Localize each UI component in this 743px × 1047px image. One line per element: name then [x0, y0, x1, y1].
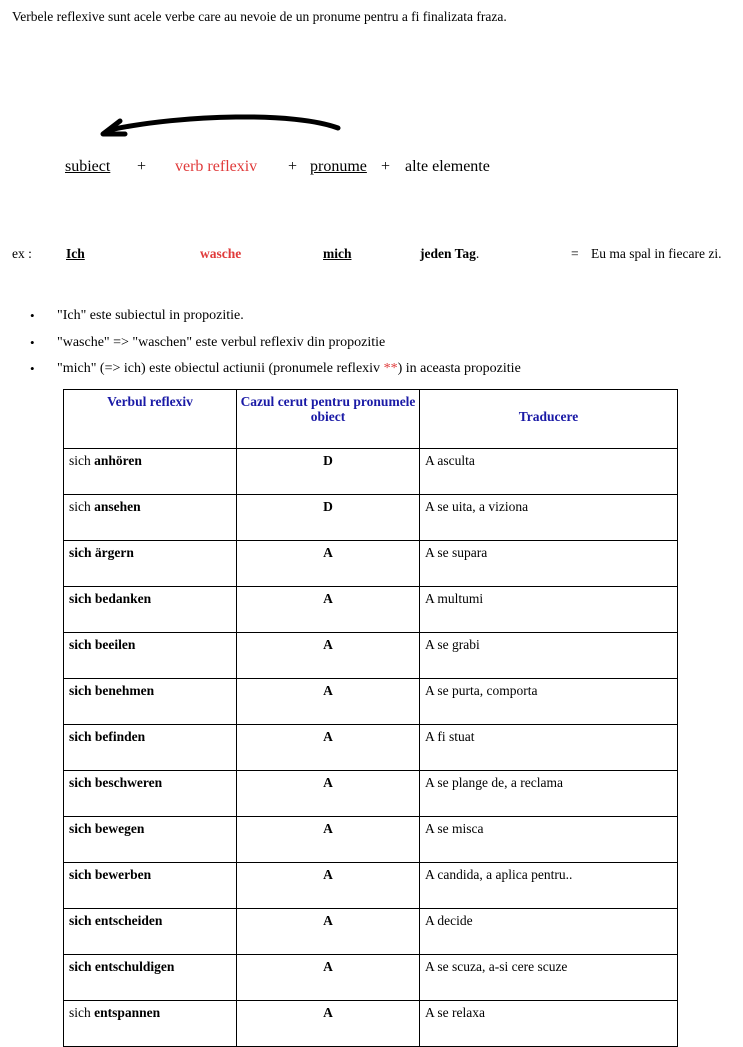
- formula-rest: alte elemente: [405, 158, 490, 175]
- example-translation: Eu ma spal in fiecare zi.: [591, 246, 722, 261]
- cell-case: A: [237, 587, 420, 633]
- explanation-list: [30, 306, 521, 386]
- reflexive-verbs-table: [63, 389, 678, 1047]
- example-word-ich: Ich: [66, 246, 85, 261]
- bullet-item: [30, 306, 521, 333]
- table-row: [64, 679, 678, 725]
- example-word-wasche: wasche: [200, 246, 242, 261]
- cell-translation: A se scuza, a-si cere scuze: [420, 955, 678, 1001]
- example-word-rest: [420, 246, 479, 262]
- table-row: [64, 909, 678, 955]
- verb-prefix: sich: [69, 453, 95, 468]
- curved-arrow-icon: [95, 108, 345, 148]
- table-header-row: [64, 390, 678, 449]
- bullet-item: [30, 333, 521, 360]
- bullet-item: [30, 359, 521, 386]
- verb-prefix: sich: [69, 499, 95, 514]
- verb-name: sich beschweren: [69, 775, 163, 790]
- table-row: [64, 495, 678, 541]
- cell-verb: [64, 495, 237, 541]
- cell-translation: A se uita, a viziona: [420, 495, 678, 541]
- table-row: [64, 541, 678, 587]
- table-row: [64, 955, 678, 1001]
- example-word-jeden-tag: jeden Tag: [420, 246, 476, 261]
- verb-name: sich bewerben: [69, 867, 152, 882]
- cell-translation: A se purta, comporta: [420, 679, 678, 725]
- cell-case: A: [237, 771, 420, 817]
- header-verb: Verbul reflexiv: [64, 390, 237, 449]
- table-row: [64, 863, 678, 909]
- formula-subject: subiect: [65, 158, 111, 175]
- verb-name: entspannen: [94, 1005, 161, 1020]
- cell-case: A: [237, 541, 420, 587]
- example-equals: =: [571, 246, 579, 261]
- cell-translation: A se misca: [420, 817, 678, 863]
- verb-name: sich bewegen: [69, 821, 145, 836]
- cell-translation: A candida, a aplica pentru..: [420, 863, 678, 909]
- cell-verb: [64, 771, 237, 817]
- cell-translation: A se relaxa: [420, 1001, 678, 1047]
- cell-translation: A se supara: [420, 541, 678, 587]
- cell-case: A: [237, 817, 420, 863]
- intro-text: Verbele reflexive sunt acele verbe care au nevoie de un pronume pentru a fi finalizata fraza.: [12, 9, 507, 24]
- cell-verb: [64, 817, 237, 863]
- cell-case: D: [237, 495, 420, 541]
- example-label: ex :: [12, 246, 32, 261]
- cell-case: A: [237, 1001, 420, 1047]
- cell-verb: [64, 449, 237, 495]
- verb-name: sich beeilen: [69, 637, 136, 652]
- cell-translation: A decide: [420, 909, 678, 955]
- table-row: [64, 449, 678, 495]
- cell-verb: [64, 1001, 237, 1047]
- bullet-tail: ) in aceasta propozitie: [397, 361, 521, 376]
- verb-name: sich ärgern: [69, 545, 134, 560]
- cell-case: A: [237, 863, 420, 909]
- verb-name: ansehen: [94, 499, 141, 514]
- table-row: [64, 771, 678, 817]
- table-body: [64, 449, 678, 1047]
- example-period: .: [475, 246, 480, 261]
- bullet-text: "mich" (=> ich) este obiectul actiunii (pronumele reflexiv: [57, 361, 381, 376]
- verb-name: sich entscheiden: [69, 913, 163, 928]
- verb-name: sich bedanken: [69, 591, 152, 606]
- cell-case: A: [237, 725, 420, 771]
- cell-translation: A fi stuat: [420, 725, 678, 771]
- cell-translation: A asculta: [420, 449, 678, 495]
- cell-verb: [64, 587, 237, 633]
- bullet-text: "Ich" este subiectul in propozitie.: [57, 308, 244, 323]
- cell-case: D: [237, 449, 420, 495]
- cell-verb: [64, 955, 237, 1001]
- cell-case: A: [237, 633, 420, 679]
- cell-verb: [64, 541, 237, 587]
- example-word-mich: mich: [323, 246, 352, 261]
- cell-case: A: [237, 679, 420, 725]
- table-row: [64, 1001, 678, 1047]
- bullet-stars: **: [383, 361, 398, 376]
- cell-verb: [64, 863, 237, 909]
- cell-verb: [64, 725, 237, 771]
- header-case: Cazul cerut pentru pronumele obiect: [237, 390, 420, 449]
- cell-verb: [64, 909, 237, 955]
- verb-name: anhören: [94, 453, 142, 468]
- formula-plus-3: +: [381, 158, 391, 175]
- verb-name: sich entschuldigen: [69, 959, 175, 974]
- formula-verb: verb reflexiv: [175, 158, 258, 175]
- cell-translation: A se plange de, a reclama: [420, 771, 678, 817]
- cell-case: A: [237, 955, 420, 1001]
- table-row: [64, 633, 678, 679]
- cell-verb: [64, 633, 237, 679]
- header-translation: Traducere: [420, 390, 678, 449]
- formula-pronoun: pronume: [310, 158, 367, 175]
- formula-plus-2: +: [288, 158, 298, 175]
- cell-verb: [64, 679, 237, 725]
- formula-plus-1: +: [137, 158, 147, 175]
- cell-translation: A se grabi: [420, 633, 678, 679]
- verb-prefix: sich: [69, 1005, 95, 1020]
- cell-translation: A multumi: [420, 587, 678, 633]
- table-row: [64, 587, 678, 633]
- table-row: [64, 725, 678, 771]
- cell-case: A: [237, 909, 420, 955]
- bullet-text: "wasche" => "waschen" este verbul reflexiv din propozitie: [57, 334, 386, 350]
- table-row: [64, 817, 678, 863]
- verb-name: sich benehmen: [69, 683, 155, 698]
- verb-name: sich befinden: [69, 729, 146, 744]
